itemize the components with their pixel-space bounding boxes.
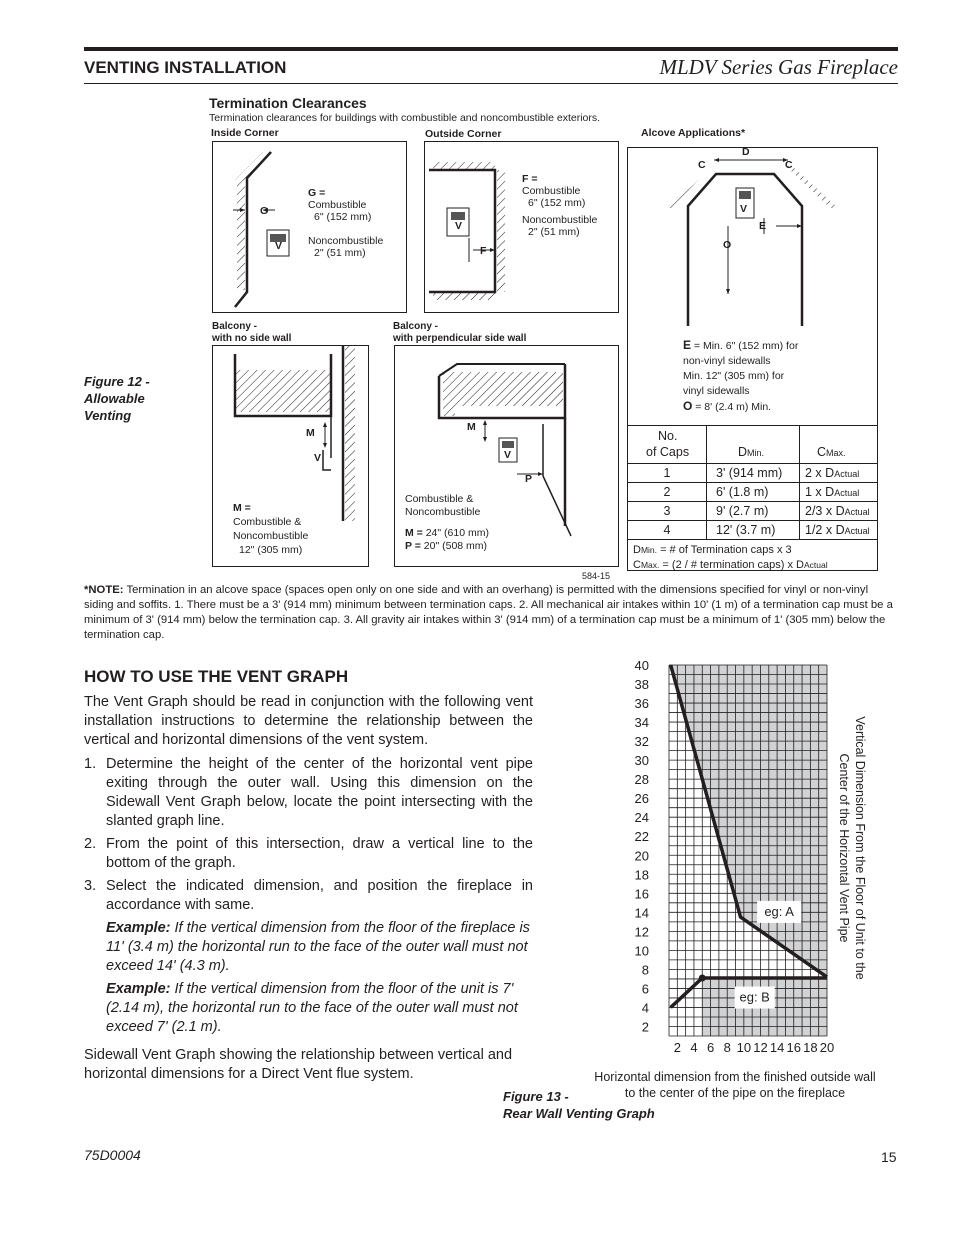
caps-header-of-caps: of Caps	[646, 445, 690, 459]
alcove-label: Alcove Applications*	[641, 127, 746, 139]
balcony-perp-label: Balcony - with perpendicular side wall	[393, 321, 527, 344]
graph-xlabel: Horizontal dimension from the finished outside wall to the center of the pipe on the fireplace	[594, 1070, 876, 1100]
caps-row	[628, 520, 877, 539]
graph-y-tick: 30	[634, 753, 649, 769]
caps-cell-dmin: 3' (914 mm)	[716, 466, 783, 480]
alcove-note: *NOTE: Termination in an alcove space (spaces open only on one side and with an overhang) is permitted with the dimensions specified for vinyl or non-vinyl siding and soffits. 1. There must be a 3' (914 mm) minimum between termination caps. 2. All mechanical air intakes within 10' (1 m) of a termination cap must be a minimum of 3' (914 mm) below the termination cap. 3. All gravity air intakes within 3' (914 mm) of a termination cap must be a minimum of 1' (305 mm) below the termination cap.	[84, 584, 893, 641]
step-2: 2. From the point of this intersection, draw a vertical line to the bottom of the graph.	[84, 836, 533, 871]
graph-y-tick: 40	[634, 658, 649, 673]
balcony-no-wall-notes: M = Combustible & Noncombustible 12" (305 mm)	[233, 502, 309, 556]
outside-corner-noncombustible: Noncombustible	[522, 214, 598, 226]
inside-corner-diagram	[212, 141, 407, 313]
graph-ylabel: Vertical Dimension From the Floor of Unit to the Center of the Horizontal Vent Pipe	[837, 716, 867, 980]
graph-x-tick: 16	[786, 1040, 801, 1055]
graph-x-tick: 8	[723, 1040, 731, 1055]
section-title: VENTING INSTALLATION	[84, 58, 287, 77]
graph-y-tick: 36	[634, 696, 649, 712]
balcony-perp-v: V	[504, 449, 512, 461]
graph-y-tick: 24	[634, 810, 649, 826]
caps-cell-dmin: 6' (1.8 m)	[716, 485, 769, 499]
caps-foot1: DMin. = # of Termination caps x 3	[633, 544, 792, 556]
balcony-no-wall-m: M	[306, 427, 315, 439]
alcove-notes	[683, 338, 798, 415]
graph-point-b	[699, 974, 706, 981]
outside-corner-combustible-val: 6" (152 mm)	[528, 197, 586, 209]
inside-corner-combustible-val: 6" (152 mm)	[314, 211, 372, 223]
caps-cell-count: 3	[663, 504, 671, 518]
caps-rows	[628, 463, 877, 539]
example-b: Example: If the vertical dimension from the floor of the unit is 7' (2.14 m), the horizontal run to the face of the outer wall must not exceed 7' (2.1 m).	[106, 981, 518, 1035]
caps-cell-cmax: 1/2 x DActual	[805, 523, 870, 537]
inside-corner-g-eq: G =	[308, 187, 326, 199]
alcove-o-bold: O	[683, 399, 693, 413]
graph-y-tick: 12	[634, 924, 649, 940]
series-title: MLDV Series Gas Fireplace	[659, 55, 898, 79]
header-top-rule	[84, 47, 898, 51]
graph-y-tick: 26	[634, 791, 649, 807]
graph-y-tick: 34	[634, 715, 649, 731]
graph-x-tick: 12	[753, 1040, 768, 1055]
graph-x-tick: 4	[690, 1040, 698, 1055]
caps-cell-cmax: 2 x DActual	[805, 466, 860, 480]
graph-y-tick: 6	[641, 981, 649, 997]
caps-cell-count: 2	[663, 485, 671, 499]
balcony-perp-m: M	[467, 421, 476, 433]
alcove-e-bold: E	[683, 338, 692, 352]
graph-label-b: eg: B	[739, 989, 770, 1005]
graph-y-tick: 10	[634, 943, 649, 959]
outside-corner-label: Outside Corner	[425, 128, 502, 140]
inside-corner-combustible: Combustible	[308, 199, 367, 211]
graph-y-tick: 32	[634, 734, 649, 750]
alcove-c-right: C	[785, 159, 793, 171]
doc-number: 75D0004	[84, 1147, 141, 1163]
balcony-perp-p: P	[525, 473, 533, 485]
alcove-e-note1: = Min. 6" (152 mm) for	[691, 340, 799, 352]
vent-graph-body	[84, 693, 533, 1084]
graph-y-tick: 38	[634, 677, 649, 693]
page-number: 15	[881, 1149, 897, 1165]
diagram-ref: 584-15	[582, 571, 611, 581]
inside-corner-noncombustible: Noncombustible	[308, 235, 384, 247]
graph-x-tick: 20	[819, 1040, 835, 1055]
outside-corner-diagram	[424, 141, 619, 313]
alcove-e-note2: non-vinyl sidewalls	[683, 355, 771, 367]
caps-header-no: No.	[658, 429, 678, 443]
balcony-no-wall-v: V	[314, 452, 322, 464]
caps-cell-dmin: 9' (2.7 m)	[716, 504, 769, 518]
graph-y-tick: 2	[641, 1019, 649, 1035]
graph-y-tick: 4	[641, 1000, 649, 1016]
balcony-no-wall-label: Balcony - with no side wall	[212, 321, 292, 344]
caps-row	[628, 501, 877, 520]
graph-y-tick: 28	[634, 772, 649, 788]
graph-x-tick: 14	[769, 1040, 785, 1055]
alcove-o: O	[723, 239, 732, 251]
figure-13-caption: Figure 13 - Rear Wall Venting Graph	[503, 1089, 655, 1121]
inside-corner-noncombustible-val: 2" (51 mm)	[314, 247, 366, 259]
caps-row	[628, 463, 877, 482]
step-3: 3. Select the indicated dimension, and position the fireplace in accordance with same.	[84, 878, 533, 913]
graph-y-tick: 18	[634, 867, 649, 883]
graph-x-tick: 2	[673, 1040, 681, 1055]
header-bottom-rule	[84, 83, 898, 84]
figure-12-caption: Figure 12 - Allowable Venting	[84, 374, 150, 423]
alcove-e-note3: Min. 12" (305 mm) for	[683, 370, 785, 382]
caps-header-c: CMax.	[817, 445, 846, 459]
inside-corner-v-label: V	[275, 240, 283, 252]
caps-foot2: CMax. = (2 / # termination caps) x DActual	[633, 559, 828, 571]
vent-graph	[620, 655, 870, 1055]
outside-corner-v-label: V	[455, 220, 463, 232]
graph-y-tick: 14	[634, 905, 649, 921]
graph-y-tick: 22	[634, 829, 649, 845]
caps-row	[628, 482, 877, 501]
caps-cell-count: 1	[663, 466, 671, 480]
alcove-d: D	[742, 146, 750, 158]
caps-cell-count: 4	[663, 523, 671, 537]
termination-title: Termination Clearances	[209, 95, 367, 111]
outside-corner-f-label: F	[480, 245, 487, 257]
balcony-perp-notes: Combustible & Noncombustible M = 24" (610 mm) P = 20" (508 mm)	[405, 493, 489, 552]
vent-graph-intro: The Vent Graph should be read in conjunction with the following vent installation instructions to determine the relationship between the vertical and horizontal dimensions of the vent system.	[84, 694, 533, 748]
caps-cell-cmax: 1 x DActual	[805, 485, 860, 499]
alcove-v: V	[740, 203, 748, 215]
inside-corner-g-label: G	[260, 205, 269, 217]
alcove-diagram	[628, 148, 877, 328]
alcove-c-left: C	[698, 159, 706, 171]
alcove-o-note: = 8' (2.4 m) Min.	[692, 401, 772, 413]
caps-header-d: DMin.	[738, 445, 765, 459]
example-a: Example: If the vertical dimension from the floor of the fireplace is 11' (3.4 m) the horizontal run to the face of the outer wall must not exceed 14' (4.3 m).	[106, 920, 530, 974]
inside-corner-label: Inside Corner	[211, 127, 279, 139]
outside-corner-f-eq: F =	[522, 173, 538, 185]
vent-graph-closing: Sidewall Vent Graph showing the relationship between vertical and horizontal dimensions for a Direct Vent flue system.	[84, 1047, 513, 1082]
outside-corner-noncombustible-val: 2" (51 mm)	[528, 226, 580, 238]
graph-x-tick: 18	[803, 1040, 818, 1055]
graph-x-tick: 6	[706, 1040, 715, 1055]
graph-label-a: eg: A	[764, 903, 794, 919]
outside-corner-combustible: Combustible	[522, 185, 581, 197]
graph-y-tick: 16	[634, 886, 649, 902]
alcove-e: E	[759, 220, 767, 232]
caps-table	[628, 425, 877, 573]
termination-subtitle: Termination clearances for buildings with combustible and noncombustible exteriors.	[209, 112, 601, 124]
graph-y-tick: 20	[634, 848, 649, 864]
vent-graph-heading: HOW TO USE THE VENT GRAPH	[84, 667, 349, 686]
graph-x-tick: 10	[736, 1040, 752, 1055]
alcove-e-note4: vinyl sidewalls	[683, 385, 750, 397]
step-1: 1. Determine the height of the center of the horizontal vent pipe exiting through the outer wall. Using this dimension on the Sidewall Vent Graph below, locate the point intersecting with the slanted graph line.	[84, 756, 533, 829]
caps-cell-cmax: 2/3 x DActual	[805, 504, 870, 518]
graph-y-tick: 8	[641, 962, 649, 978]
caps-cell-dmin: 12' (3.7 m)	[716, 523, 776, 537]
